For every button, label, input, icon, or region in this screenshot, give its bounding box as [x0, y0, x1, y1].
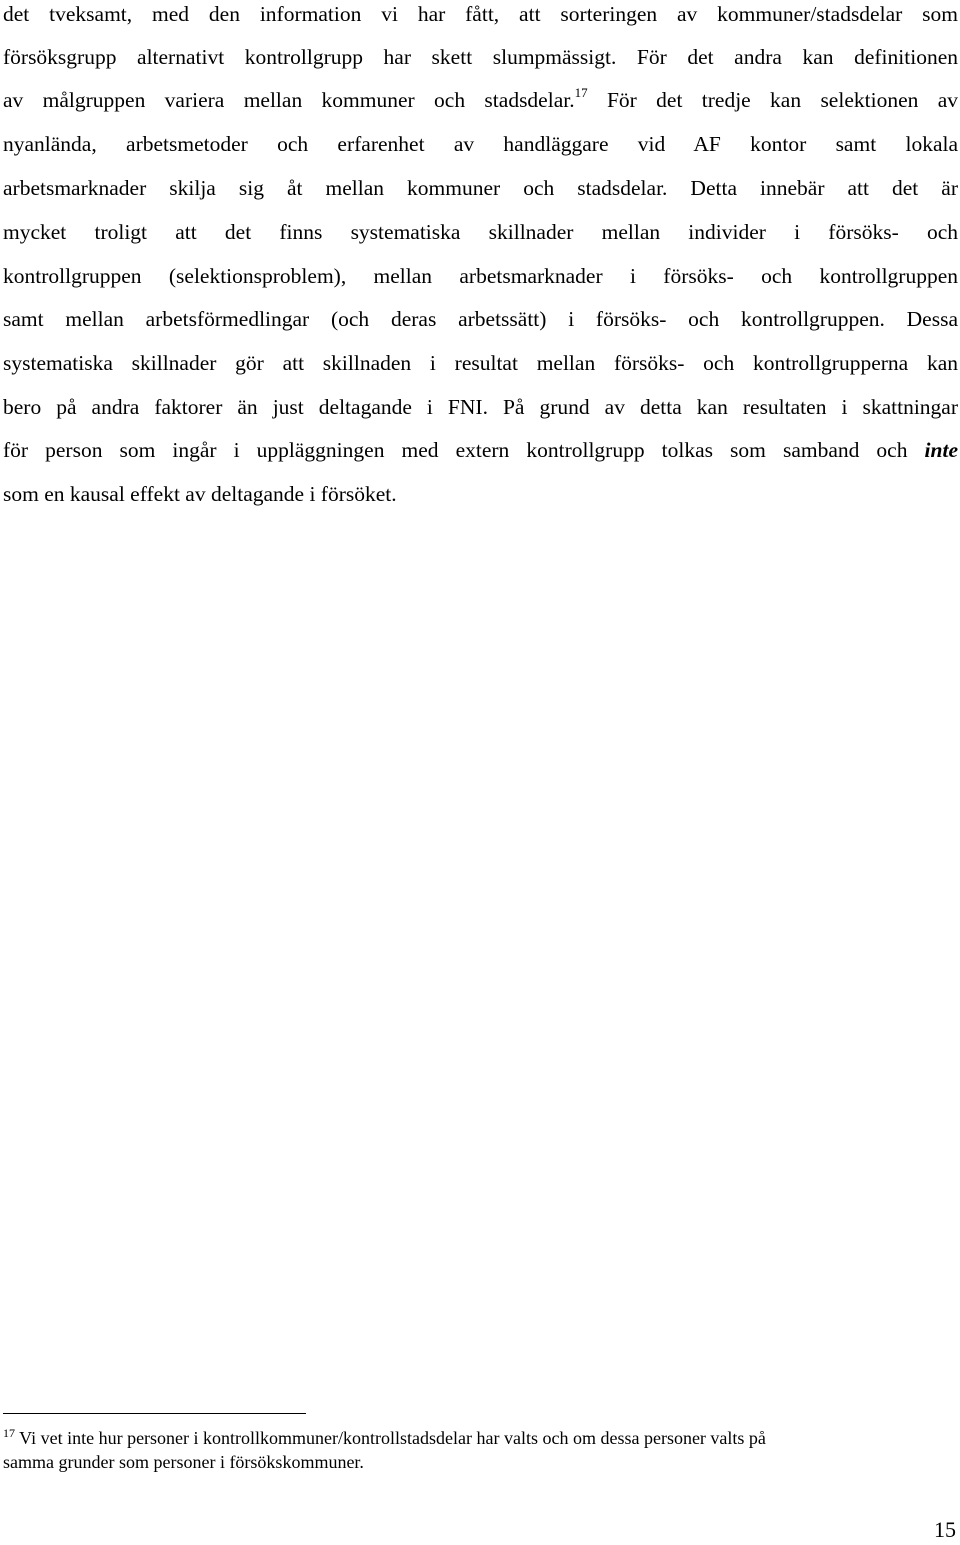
body-line: försöksgrupp alternativt kontrollgrupp har skett slumpmässigt. För det andra kan definitionen [3, 45, 958, 69]
body-line: bero på andra faktorer än just deltagande i FNI. På grund av detta kan resultaten i skattningar [3, 395, 958, 419]
body-line: systematiska skillnader gör att skillnaden i resultat mellan försöks- och kontrollgrupperna kan [3, 351, 958, 375]
body-line: kontrollgruppen (selektionsproblem), mellan arbetsmarknader i försöks- och kontrollgruppen [3, 264, 958, 288]
footnote-line [3, 1427, 766, 1449]
body-line: samt mellan arbetsförmedlingar (och deras arbetssätt) i försöks- och kontrollgruppen. Dessa [3, 307, 958, 331]
body-line [3, 436, 958, 464]
footnote-reference[interactable]: 17 [574, 85, 588, 100]
page-number: 15 [934, 1517, 956, 1542]
body-line [3, 86, 958, 114]
footnote-line: samma grunder som personer i försökskommuner. [3, 1452, 364, 1472]
footnote-separator [3, 1413, 306, 1414]
body-text-segment: av målgruppen variera mellan kommuner och stadsdelar. [3, 88, 575, 112]
body-line: det tveksamt, med den information vi har fått, att sorteringen av kommuner/stadsdelar som [3, 2, 958, 26]
body-line: nyanlända, arbetsmetoder och erfarenhet av handläggare vid AF kontor samt lokala [3, 132, 958, 156]
body-line: mycket troligt att det finns systematiska skillnader mellan individer i försöks- och [3, 220, 958, 244]
body-text-segment: För det tredje kan selektionen av [587, 88, 958, 112]
body-line: som en kausal effekt av deltagande i försöket. [3, 482, 397, 506]
footnote-text: Vi vet inte hur personer i kontrollkommuner/kontrollstadsdelar har valts och om dessa personer valts på [15, 1428, 766, 1448]
footnote-number: 17 [3, 1426, 15, 1440]
body-line: arbetsmarknader skilja sig åt mellan kommuner och stadsdelar. Detta innebär att det är [3, 176, 958, 200]
body-text-segment: för person som ingår i uppläggningen med extern kontrollgrupp tolkas som samband och [3, 438, 925, 462]
emphasized-word: inte [924, 438, 958, 462]
